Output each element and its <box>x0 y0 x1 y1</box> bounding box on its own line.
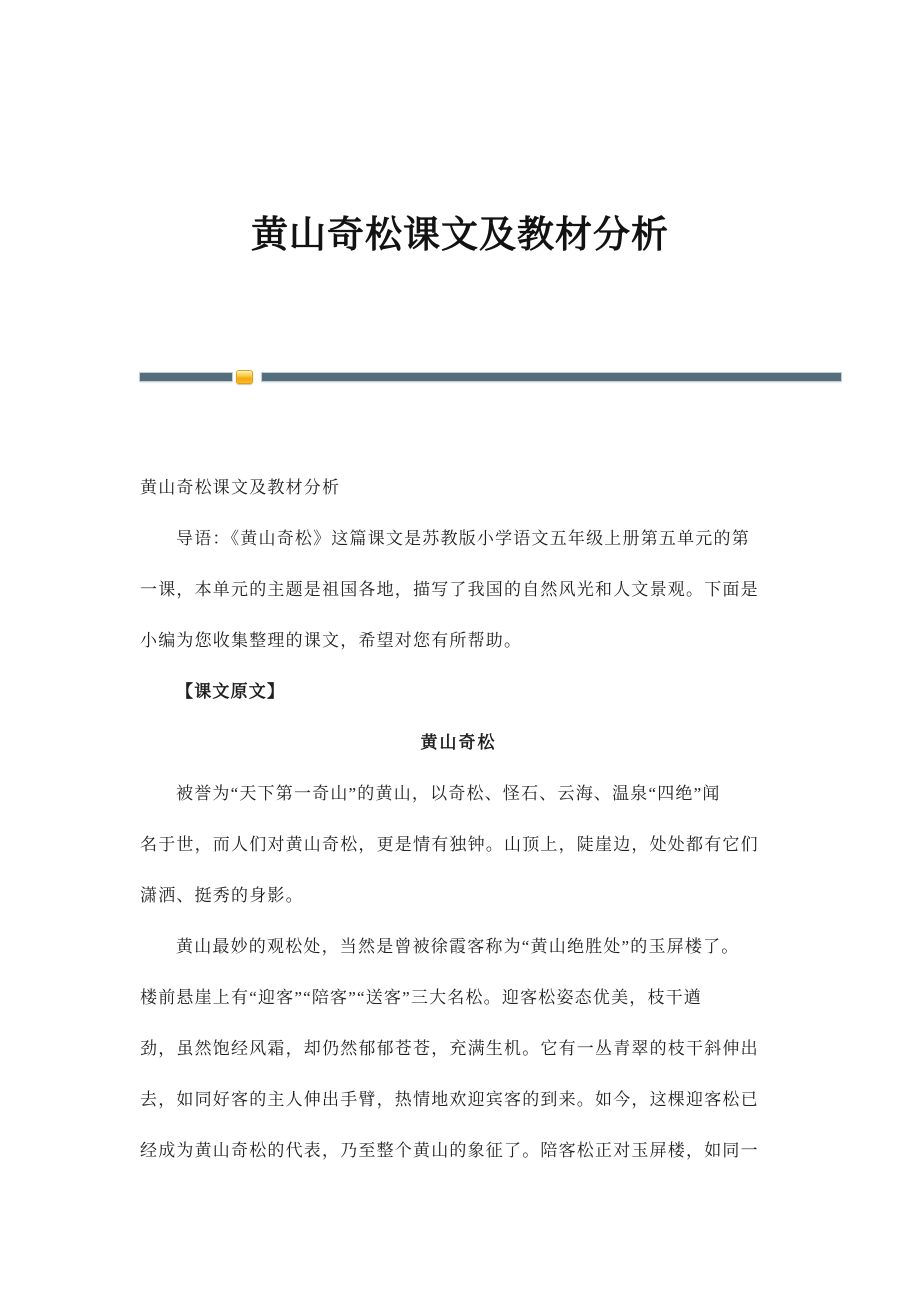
text-line: 被誉为“天下第一奇山”的黄山，以奇松、怪石、云海、温泉“四绝”闻 <box>176 784 721 803</box>
text-line: 黄山最妙的观松处，当然是曾被徐霞客称为“黄山绝胜处”的玉屏楼了。 <box>176 937 740 956</box>
text-line: 黄山奇松课文及教材分析 <box>140 478 341 497</box>
text-line: 导语：《黄山奇松》这篇课文是苏教版小学语文五年级上册第五单元的第 <box>176 529 750 548</box>
text-line: 劲，虽然饱经风霜，却仍然郁郁苍苍，充满生机。它有一丛青翠的枝干斜伸出 <box>140 1039 759 1058</box>
gold-gem-icon <box>236 370 253 384</box>
text-line: 经成为黄山奇松的代表，乃至整个黄山的象征了。陪客松正对玉屏楼，如同一 <box>140 1141 759 1160</box>
text-line: 去，如同好客的主人伸出手臂，热情地欢迎宾客的到来。如今，这棵迎客松已 <box>140 1090 759 1109</box>
text-line: 名于世，而人们对黄山奇松，更是情有独钟。山顶上，陡崖边，处处都有它们 <box>140 835 759 854</box>
document-title: 黄山奇松课文及教材分析 <box>251 215 669 256</box>
document-body <box>140 462 777 1176</box>
text-line: 一课，本单元的主题是祖国各地，描写了我国的自然风光和人文景观。下面是 <box>140 580 759 599</box>
section-divider <box>140 371 841 386</box>
divider-bar-left <box>140 373 232 381</box>
divider-bar-right <box>262 373 841 381</box>
text-line: 小编为您收集整理的课文，希望对您有所帮助。 <box>140 631 523 650</box>
text-line: 潇洒、挺秀的身影。 <box>140 886 304 905</box>
text-line: 【课文原文】 <box>176 682 286 701</box>
text-line: 黄山奇松 <box>420 733 497 752</box>
text-line: 楼前悬崖上有“迎客”“陪客”“送客”三大名松。迎客松姿态优美，枝干遒 <box>140 988 703 1007</box>
